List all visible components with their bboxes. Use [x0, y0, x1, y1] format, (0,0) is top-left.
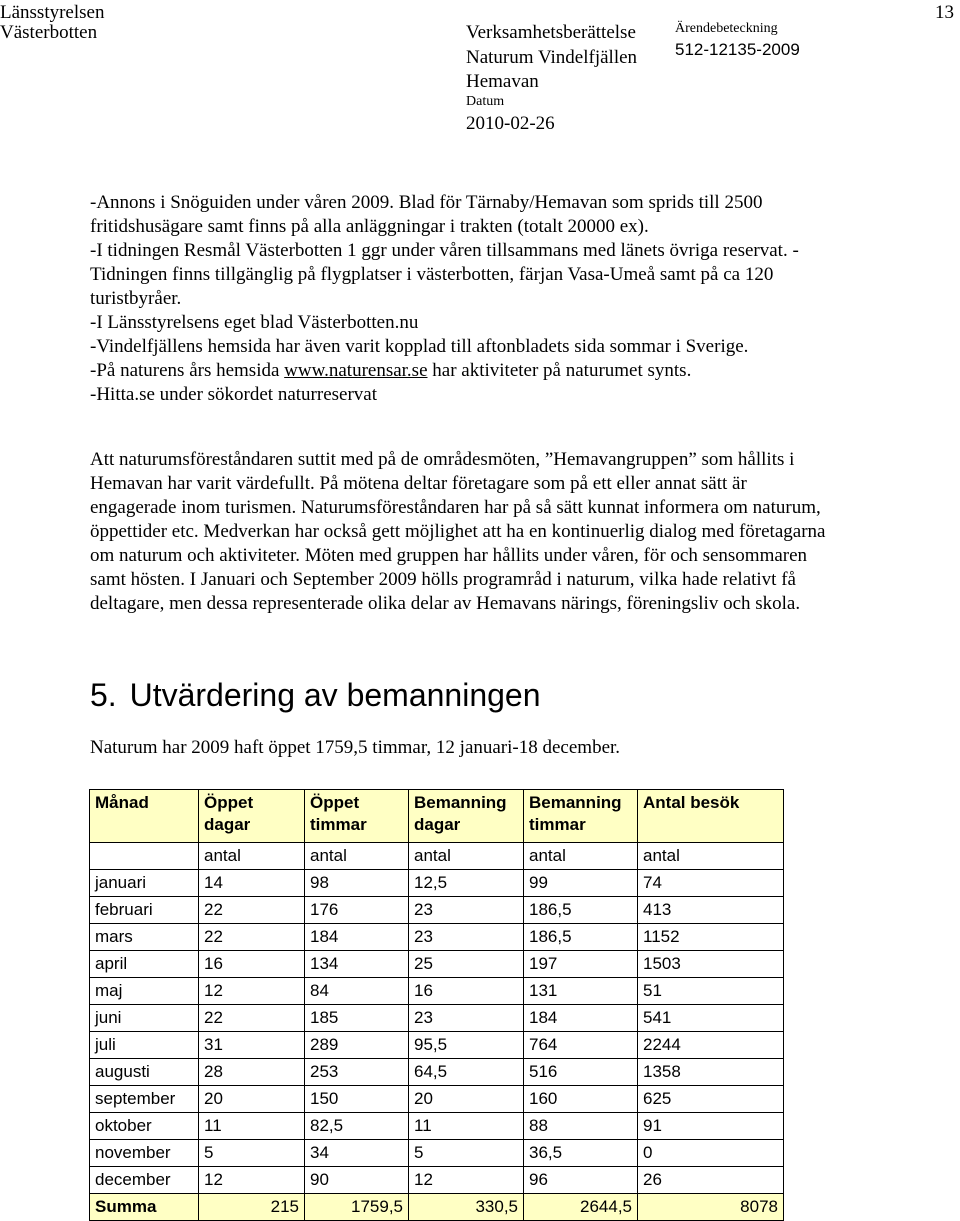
value-cell: 625 — [638, 1086, 784, 1113]
month-cell: februari — [90, 897, 199, 924]
month-cell: mars — [90, 924, 199, 951]
paragraph-line: samt hösten. I Januari och September 2009 hölls programråd i naturum, vilka hade relativt få — [90, 569, 796, 590]
paragraph-line: Hemavan har varit värdefullt. På mötena deltar företagare som på ett eller annat sätt är — [90, 473, 747, 494]
header-text: Antal besök — [643, 793, 740, 812]
table-header-cell — [638, 790, 784, 843]
table-header-cell — [90, 790, 199, 843]
value-cell: 82,5 — [305, 1113, 409, 1140]
value-cell: 764 — [524, 1032, 638, 1059]
table-row — [90, 924, 784, 951]
value-cell: 12,5 — [409, 870, 524, 897]
value-cell: 150 — [305, 1086, 409, 1113]
value-cell: 1503 — [638, 951, 784, 978]
value-cell: 99 — [524, 870, 638, 897]
unit-cell: antal — [524, 843, 638, 870]
doc-title-line2: Naturum Vindelfjällen — [466, 47, 638, 68]
page-number: 13 — [935, 2, 954, 23]
value-cell: 22 — [199, 1005, 305, 1032]
month-cell: augusti — [90, 1059, 199, 1086]
value-cell: 23 — [409, 1005, 524, 1032]
month-cell: maj — [90, 978, 199, 1005]
sum-value: 215 — [199, 1194, 305, 1221]
date-value: 2010-02-26 — [466, 113, 555, 134]
table-row — [90, 1140, 784, 1167]
value-cell: 14 — [199, 870, 305, 897]
value-cell: 22 — [199, 924, 305, 951]
marketing-line: Tidningen finns tillgänglig på flygplatser i västerbotten, färjan Vasa-Umeå samt på ca 120 — [90, 264, 774, 285]
unit-cell — [90, 843, 199, 870]
value-cell: 25 — [409, 951, 524, 978]
section-number: 5. — [90, 677, 117, 713]
unit-cell: antal — [305, 843, 409, 870]
value-cell: 1358 — [638, 1059, 784, 1086]
value-cell: 184 — [305, 924, 409, 951]
unit-cell: antal — [638, 843, 784, 870]
value-cell: 16 — [199, 951, 305, 978]
header-text: Öppet — [310, 793, 360, 812]
value-cell: 176 — [305, 897, 409, 924]
header-text: dagar — [414, 815, 461, 834]
value-cell: 74 — [638, 870, 784, 897]
value-cell: 34 — [305, 1140, 409, 1167]
paragraph-line: öppettider etc. Medverkan har också gett möjlighet att ha en kontinuerlig dialog med företagarna — [90, 521, 826, 542]
value-cell: 1152 — [638, 924, 784, 951]
value-cell: 64,5 — [409, 1059, 524, 1086]
table-row — [90, 870, 784, 897]
value-cell: 98 — [305, 870, 409, 897]
sum-label: Summa — [90, 1194, 199, 1221]
marketing-line: -Annons i Snöguiden under våren 2009. Blad för Tärnaby/Hemavan som sprids till 2500 — [90, 192, 763, 213]
value-cell: 185 — [305, 1005, 409, 1032]
date-label: Datum — [466, 94, 505, 109]
value-cell: 413 — [638, 897, 784, 924]
table-row — [90, 1113, 784, 1140]
value-cell: 31 — [199, 1032, 305, 1059]
reference-value: 512-12135-2009 — [675, 40, 800, 59]
value-cell: 134 — [305, 951, 409, 978]
month-cell: november — [90, 1140, 199, 1167]
month-cell: december — [90, 1167, 199, 1194]
naturensar-link[interactable]: www.naturensar.se — [284, 360, 428, 381]
header-text: Bemanning — [529, 793, 622, 812]
month-cell: juli — [90, 1032, 199, 1059]
table-row — [90, 1005, 784, 1032]
value-cell: 253 — [305, 1059, 409, 1086]
table-sum-row — [90, 1194, 784, 1221]
section-title: Utvärdering av bemanningen — [129, 677, 541, 713]
sum-value: 1759,5 — [305, 1194, 409, 1221]
value-cell: 160 — [524, 1086, 638, 1113]
value-cell: 289 — [305, 1032, 409, 1059]
value-cell: 23 — [409, 924, 524, 951]
value-cell: 541 — [638, 1005, 784, 1032]
doc-title-line1: Verksamhetsberättelse — [466, 22, 636, 43]
org-name-line2: Västerbotten — [0, 22, 98, 43]
marketing-list — [90, 191, 950, 407]
value-cell: 197 — [524, 951, 638, 978]
table-units-row — [90, 843, 784, 870]
value-cell: 22 — [199, 897, 305, 924]
value-cell: 88 — [524, 1113, 638, 1140]
value-cell: 84 — [305, 978, 409, 1005]
naturensar-text-after: har aktiviteter på naturumet synts. — [427, 360, 692, 381]
table-header-cell — [524, 790, 638, 843]
unit-cell: antal — [199, 843, 305, 870]
value-cell: 2244 — [638, 1032, 784, 1059]
table-header-cell — [409, 790, 524, 843]
value-cell: 28 — [199, 1059, 305, 1086]
marketing-line: fritidshusägare samt finns på alla anläggningar i trakten (totalt 20000 ex). — [90, 216, 649, 237]
header-text: timmar — [310, 815, 367, 834]
value-cell: 12 — [199, 978, 305, 1005]
table-row — [90, 951, 784, 978]
sum-value: 2644,5 — [524, 1194, 638, 1221]
month-cell: september — [90, 1086, 199, 1113]
section-intro: Naturum har 2009 haft öppet 1759,5 timmar, 12 januari-18 december. — [90, 737, 621, 758]
month-cell: juni — [90, 1005, 199, 1032]
value-cell: 12 — [199, 1167, 305, 1194]
header-text: timmar — [529, 815, 586, 834]
value-cell: 0 — [638, 1140, 784, 1167]
value-cell: 36,5 — [524, 1140, 638, 1167]
table-row — [90, 897, 784, 924]
table-row — [90, 1086, 784, 1113]
value-cell: 26 — [638, 1167, 784, 1194]
value-cell: 184 — [524, 1005, 638, 1032]
value-cell: 11 — [409, 1113, 524, 1140]
marketing-line: -I Länsstyrelsens eget blad Västerbotten.nu — [90, 312, 419, 333]
value-cell: 12 — [409, 1167, 524, 1194]
value-cell: 95,5 — [409, 1032, 524, 1059]
marketing-line: turistbyråer. — [90, 288, 182, 309]
value-cell: 516 — [524, 1059, 638, 1086]
marketing-line: -Vindelfjällens hemsida har även varit kopplad till aftonbladets sida sommar i Sverige. — [90, 336, 749, 357]
hitta-line: -Hitta.se under sökordet naturreservat — [90, 384, 378, 405]
naturensar-text-before: -På naturens års hemsida — [90, 360, 285, 381]
marketing-line: -I tidningen Resmål Västerbotten 1 ggr under våren tillsammans med länets övriga reservat. - — [90, 240, 799, 261]
naturensar-line — [90, 359, 950, 383]
sum-value: 330,5 — [409, 1194, 524, 1221]
value-cell: 186,5 — [524, 924, 638, 951]
table-header-cell — [305, 790, 409, 843]
table-row — [90, 1167, 784, 1194]
value-cell: 5 — [199, 1140, 305, 1167]
table-row — [90, 1032, 784, 1059]
unit-cell: antal — [409, 843, 524, 870]
value-cell: 20 — [409, 1086, 524, 1113]
table-header-row — [90, 790, 784, 843]
value-cell: 96 — [524, 1167, 638, 1194]
org-name-line1: Länsstyrelsen — [0, 2, 105, 23]
header-text: Bemanning — [414, 793, 507, 812]
value-cell: 90 — [305, 1167, 409, 1194]
paragraph-line: deltagare, men dessa representerade olika delar av Hemavans närings, föreningsliv och skola. — [90, 593, 801, 614]
value-cell: 11 — [199, 1113, 305, 1140]
value-cell: 16 — [409, 978, 524, 1005]
header-text: dagar — [204, 815, 251, 834]
value-cell: 5 — [409, 1140, 524, 1167]
value-cell: 23 — [409, 897, 524, 924]
value-cell: 186,5 — [524, 897, 638, 924]
paragraph-line: Att naturumsföreståndaren suttit med på de områdesmöten, ”Hemavangruppen” som hållits i — [90, 449, 795, 470]
table-header-cell — [199, 790, 305, 843]
table-row — [90, 1059, 784, 1086]
month-cell: januari — [90, 870, 199, 897]
sum-value: 8078 — [638, 1194, 784, 1221]
month-cell: april — [90, 951, 199, 978]
reference-label: Ärendebeteckning — [675, 21, 778, 36]
doc-title-line3: Hemavan — [466, 71, 539, 92]
value-cell: 91 — [638, 1113, 784, 1140]
paragraph-line: om naturum och aktiviteter. Möten med gruppen har hållits under våren, för och sensommaren — [90, 545, 808, 566]
month-cell: oktober — [90, 1113, 199, 1140]
section-heading — [90, 677, 541, 714]
value-cell: 20 — [199, 1086, 305, 1113]
header-text: Öppet — [204, 793, 254, 812]
meetings-paragraph — [90, 448, 950, 616]
table-row — [90, 978, 784, 1005]
value-cell: 131 — [524, 978, 638, 1005]
header-text: Månad — [95, 793, 149, 812]
value-cell: 51 — [638, 978, 784, 1005]
paragraph-line: engagerade inom turismen. Naturumsföreståndaren har på så sätt kunnat informera om naturum, — [90, 497, 821, 518]
staffing-table — [89, 789, 784, 1221]
